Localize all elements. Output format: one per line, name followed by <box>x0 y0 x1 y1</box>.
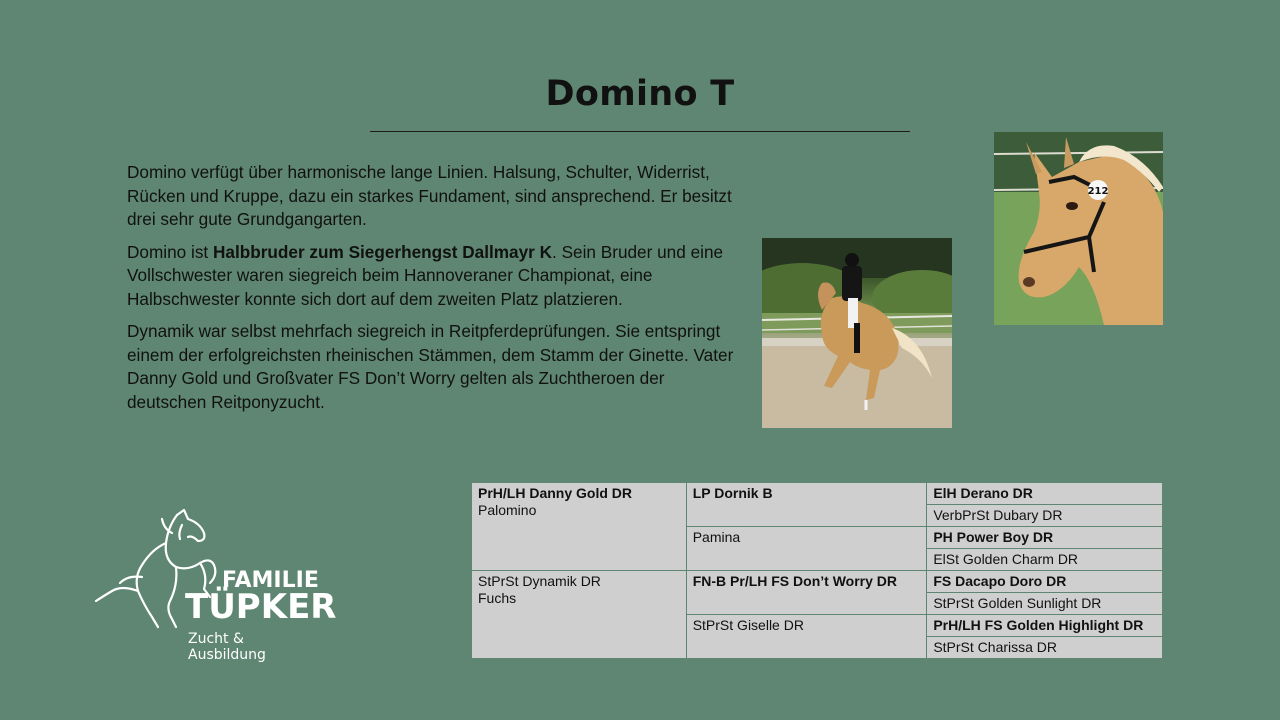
dam-dam-cell: StPrSt Giselle DR <box>686 615 927 659</box>
pedigree-table <box>471 482 1163 659</box>
paragraph-conformation: Domino verfügt über harmonische lange Linien. Halsung, Schulter, Widerrist, Rücken und Kruppe, dazu ein starkes Fundament, sind ansprechend. Er besitzt drei sehr gute Grundgangarten. <box>127 162 732 229</box>
gen3-cell: ElH Derano DR <box>927 483 1163 505</box>
paragraph-siblings <box>127 241 742 312</box>
horse-number-badge: 212 <box>1087 186 1109 197</box>
horse-head-photo <box>994 132 1163 325</box>
gen3-cell: PrH/LH FS Golden Highlight DR <box>927 615 1163 637</box>
table-row <box>472 483 1163 505</box>
sire-color: Palomino <box>478 502 537 518</box>
sire-cell <box>472 483 687 571</box>
paragraph-siblings-suffix: . Sein Bruder und eine Vollschwester waren siegreich beim Hannoveraner Championat, eine Halbschwester konnte sich dort auf dem zweiten Platz platzieren. <box>127 241 724 309</box>
dam-name: StPrSt Dynamik DR <box>478 573 601 589</box>
horse-head-image <box>994 132 1163 325</box>
gen3-cell: StPrSt Charissa DR <box>927 637 1163 659</box>
rider-photo-image <box>762 238 952 428</box>
paragraph-siblings-highlight: Halbbruder zum Siegerhengst Dallmayr K <box>212 241 553 262</box>
gen3-cell: ElSt Golden Charm DR <box>927 549 1163 571</box>
slide-title: Domino T <box>545 74 735 114</box>
description-text <box>127 161 742 423</box>
familie-tuepker-logo <box>92 505 337 663</box>
dam-sire-cell: FN-B Pr/LH FS Don’t Worry DR <box>686 571 927 615</box>
paragraph-dam-line: Dynamik war selbst mehrfach siegreich in Reitpferdeprüfungen. Sie entspringt einem der erfolgreichsten rheinischen Stämmen, dem Stamm der Ginette. Vater Danny Gold und Großvater FS Don’t Worry gelten als Zuchtheroen der deutschen Reitponyzucht. <box>127 321 734 412</box>
sire-sire-cell: LP Dornik B <box>686 483 927 527</box>
rider-photo <box>762 238 952 428</box>
gen3-cell: PH Power Boy DR <box>927 527 1163 549</box>
gen3-cell: FS Dacapo Doro DR <box>927 571 1163 593</box>
logo-subtitle-text: Zucht & Ausbildung <box>188 631 266 663</box>
logo-family-text: FAMILIE <box>222 568 319 593</box>
sire-name: PrH/LH Danny Gold DR <box>478 485 633 501</box>
dam-color: Fuchs <box>478 590 517 606</box>
gen3-cell: StPrSt Golden Sunlight DR <box>927 593 1163 615</box>
gen3-cell: VerbPrSt Dubary DR <box>927 505 1163 527</box>
paragraph-siblings-prefix: Domino ist <box>127 241 213 262</box>
sire-dam-cell: Pamina <box>686 527 927 571</box>
logo-name-text: TÜPKER <box>185 587 337 627</box>
title-divider <box>370 131 910 132</box>
dam-cell <box>472 571 687 659</box>
table-row <box>472 571 1163 593</box>
